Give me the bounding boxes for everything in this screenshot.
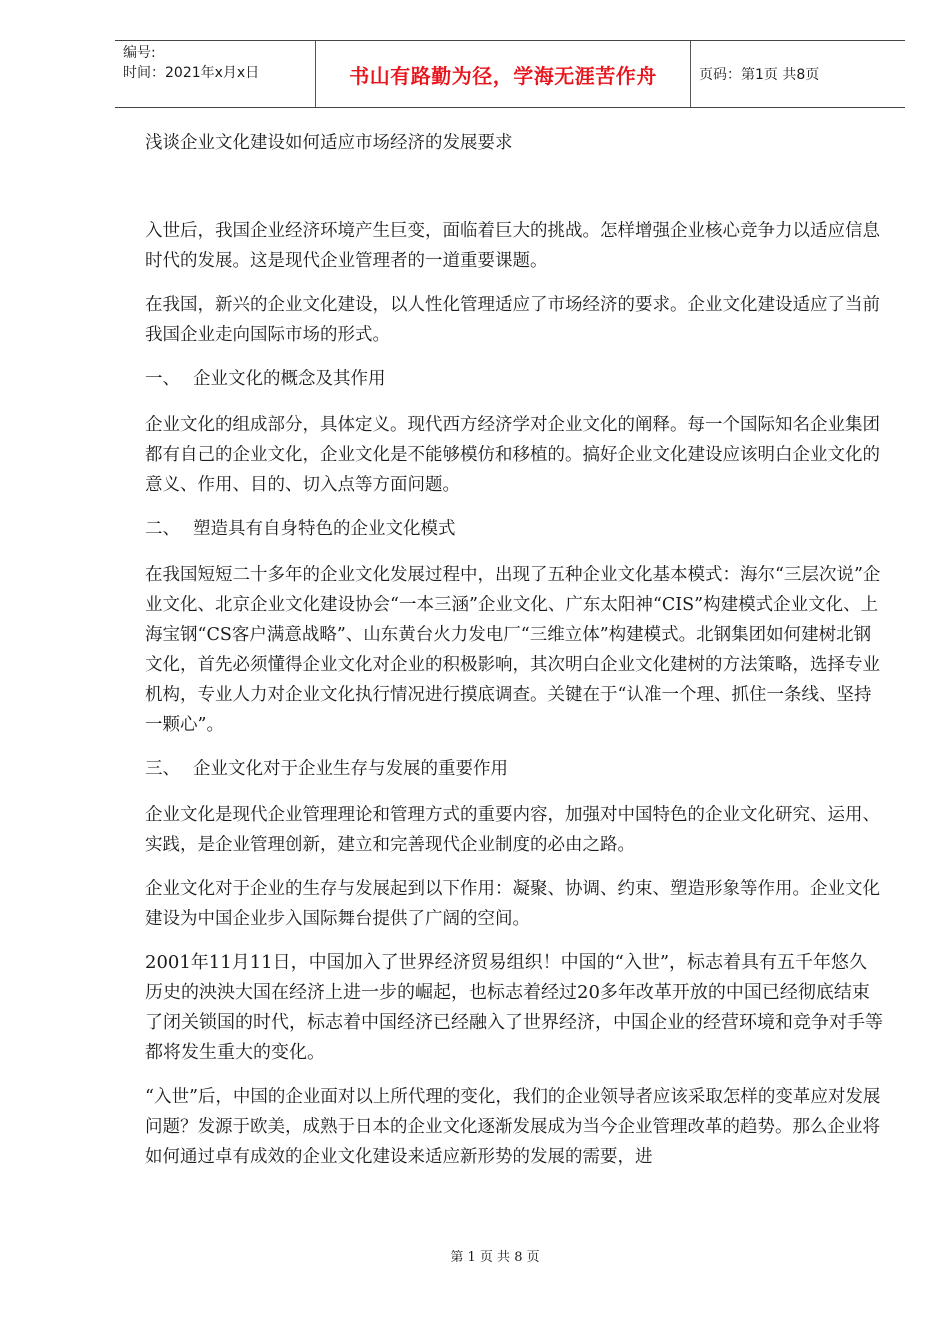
number-label: 编号: (123, 45, 156, 61)
document-title: 浅谈企业文化建设如何适应市场经济的发展要求 (145, 133, 513, 153)
section-title: 企业文化对于企业生存与发展的重要作用 (193, 759, 508, 779)
section-title: 塑造具有自身特色的企业文化模式 (193, 519, 456, 539)
section-title: 企业文化的概念及其作用 (193, 369, 386, 389)
paragraph-4: 在我国短短二十多年的企业文化发展过程中，出现了五种企业文化基本模式：海尔“三层次说”企业文化、北京企业文化建设协会“一本三涵”企业文化、广东太阳神“CIS”构建模式企业文化、上海宝钢“CS客户满意战略”、山东黄台火力发电厂“三维立体”构建模式。北钢集团如何建树北钢文化，首先必须懂得企业文化对企业的积极影响，其次明白企业文化建树的方法策略，选择专业机构，专业人力对企业文化执行情况进行摸底调查。关键在于“认准一个理、抓住一条线、坚持一颗心”。 (145, 565, 881, 735)
paragraph-3: 企业文化的组成部分，具体定义。现代西方经济学对企业文化的阐释。每一个国际知名企业集团都有自己的企业文化，企业文化是不能够模仿和移植的。搞好企业文化建设应该明白企业文化的意义、作用、目的、切入点等方面问题。 (145, 415, 880, 495)
paragraph-5: 企业文化是现代企业管理理论和管理方式的重要内容，加强对中国特色的企业文化研究、运用、实践，是企业管理创新，建立和完善现代企业制度的必由之路。 (145, 805, 880, 855)
section-number: 二、 (145, 519, 180, 539)
paragraph-8: “入世”后，中国的企业面对以上所代理的变化，我们的企业领导者应该采取怎样的变革应对发展问题？发源于欧美，成熟于日本的企业文化逐渐发展成为当今企业管理改革的趋势。那么企业将如何通过卓有成效的企业文化建设来适应新形势的发展的需要，进 (145, 1087, 881, 1167)
section-heading-1 (145, 364, 885, 394)
header-motto (315, 41, 691, 107)
section-number: 一、 (145, 369, 180, 389)
paragraph-2: 在我国，新兴的企业文化建设，以人性化管理适应了市场经济的要求。企业文化建设适应了当前我国企业走向国际市场的形式。 (145, 295, 880, 345)
header-meta (115, 41, 315, 107)
document-body (145, 128, 885, 1186)
time-label: 时间：2021年x月x日 (123, 65, 260, 81)
page-header (115, 40, 905, 108)
header-page-info (691, 41, 905, 107)
motto-text: 书山有路勤为径，学海无涯苦作舟 (349, 63, 657, 88)
paragraph-6: 企业文化对于企业的生存与发展起到以下作用：凝聚、协调、约束、塑造形象等作用。企业文化建设为中国企业步入国际舞台提供了广阔的空间。 (145, 879, 880, 929)
section-number: 三、 (145, 759, 180, 779)
paragraph-1: 入世后，我国企业经济环境产生巨变，面临着巨大的挑战。怎样增强企业核心竞争力以适应信息时代的发展。这是现代企业管理者的一道重要课题。 (145, 221, 880, 271)
page-footer: 第 1 页 共 8 页 (450, 1250, 540, 1265)
section-heading-2 (145, 514, 885, 544)
paragraph-7: 2001年11月11日，中国加入了世界经济贸易组织！中国的“入世”，标志着具有五千年悠久历史的泱泱大国在经济上进一步的崛起，也标志着经过20多年改革开放的中国已经彻底结束了闭关锁国的时代，标志着中国经济已经融入了世界经济，中国企业的经营环境和竞争对手等都将发生重大的变化。 (145, 952, 883, 1063)
page-info-text: 页码：第1页 共8页 (699, 67, 820, 83)
section-heading-3 (145, 754, 885, 784)
